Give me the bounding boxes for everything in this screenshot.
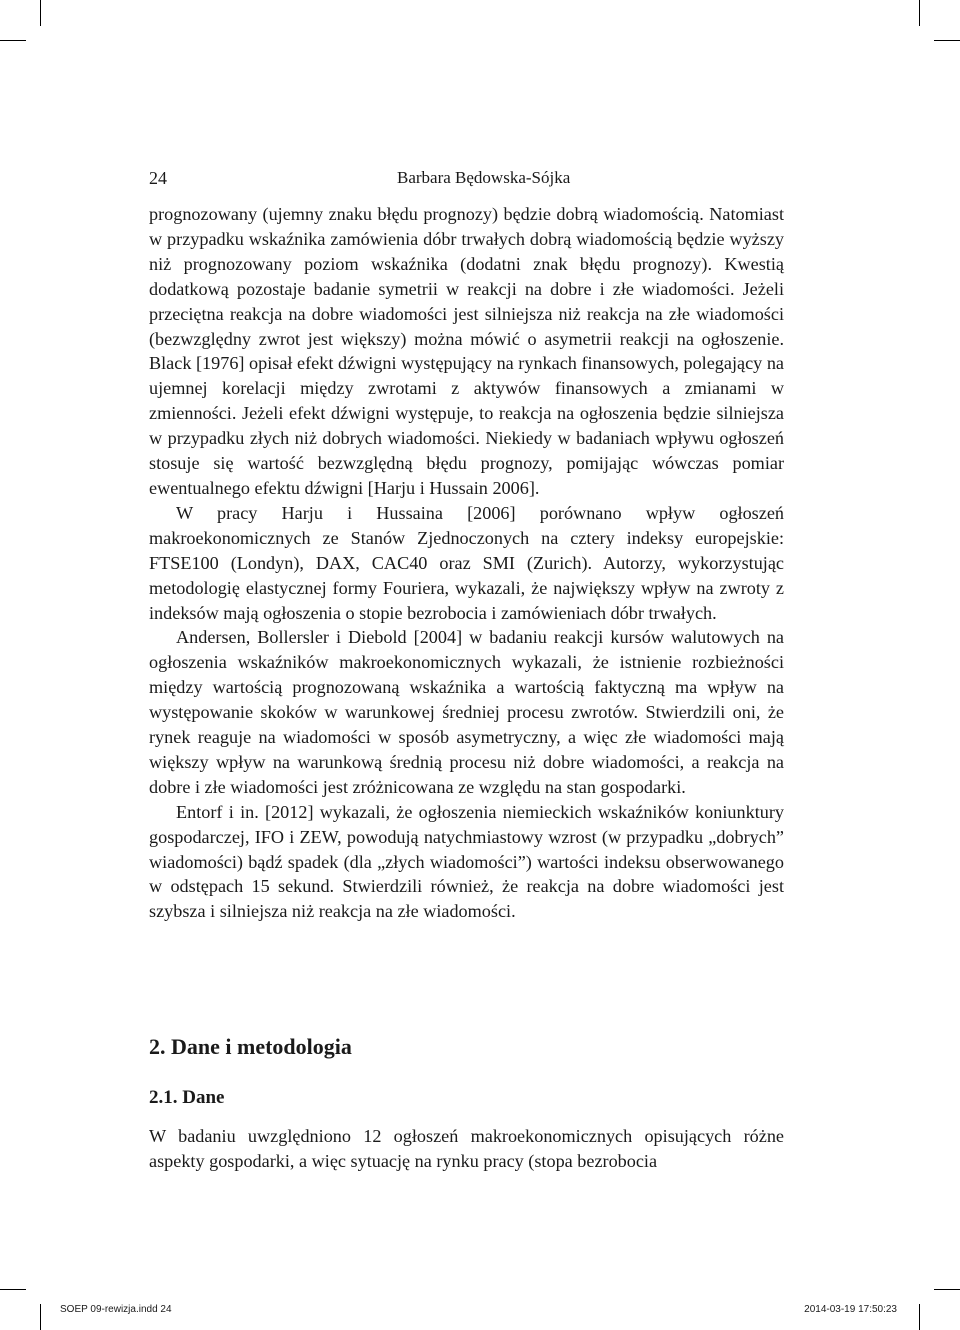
- crop-mark: [0, 40, 26, 41]
- running-head-author: Barbara Będowska-Sójka: [397, 168, 571, 187]
- crop-mark: [0, 1289, 26, 1290]
- crop-mark: [934, 1289, 960, 1290]
- print-timestamp: 2014-03-19 17:50:23: [804, 1304, 897, 1315]
- paragraph: prognozowany (ujemny znaku błędu prognozy) będzie dobrą wiadomością. Natomiast w przypadku wskaźnika zamówienia dóbr trwałych dobrą wiadomością będzie wyższy niż prognozowany poziom wskaźnika (dodatni znak błędu prognozy). Kwestią dodatkową pozostaje badanie symetrii w reakcji na dobre i złe wiadomości. Jeżeli przeciętna reakcja na dobre wiadomości jest silniejsza niż reakcja na złe wiadomości (bezwzględny zwrot jest większy) można mówić o asymetrii reakcji na ogłoszenie. Black [1976] opisał efekt dźwigni występujący na rynkach finansowych, polegający na ujemnej korelacji między zwrotami z aktywów finansowych a zmianami w zmienności. Jeżeli efekt dźwigni występuje, to reakcja na ogłoszenia będzie silniejsza w przypadku złych niż dobrych wiadomości. Niekiedy w badaniach wpływu ogłoszeń stosuje się wartość bezwzględną błędu prognozy, pomijając wówczas pomiar ewentualnego efektu dźwigni [Harju i Hussain 2006].: [149, 204, 784, 498]
- crop-mark: [40, 0, 41, 26]
- crop-mark: [919, 0, 920, 26]
- paragraph: W pracy Harju i Hussaina [2006] porównano wpływ ogłoszeń makroekonomicznych ze Stanów Zjednoczonych na cztery indeksy europejskie: FTSE100 (Londyn), DAX, CAC40 oraz SMI (Zurich). Autorzy, wykorzystując metodologię elastycznej formy Fouriera, wykazali, że największy wpływ na zwroty z indeksów mają ogłoszenia o stopie bezrobocia i zamówieniach dóbr trwałych.: [149, 502, 784, 623]
- body-text: [149, 202, 784, 924]
- paragraph: Andersen, Bollersler i Diebold [2004] w badaniu reakcji kursów walutowych na ogłoszenia wskaźników makroekonomicznych wykazali, że istnienie rozbieżności między wartością prognozowaną wskaźnika a wartością faktyczną ma wpływ na występowanie skoków w warunkowej średniej procesu zwrotów. Stwierdzili oni, że rynek reaguje na wiadomości w sposób asymetryczny, a więc złe wiadomości mają większy wpływ na warunkową średnią procesu niż dobre wiadomości, a reakcja na dobre i złe wiadomości jest zróżnicowana ze względu na stan gospodarki.: [149, 627, 784, 797]
- section-heading: 2. Dane i metodologia: [149, 1034, 352, 1059]
- crop-mark: [40, 1304, 41, 1330]
- paragraph: Entorf i in. [2012] wykazali, że ogłoszenia niemieckich wskaźników koniunktury gospodarczej, IFO i ZEW, powodują natychmiastowy wzrost (w przypadku „dobrych” wiadomości) bądź spadek (dla „złych wiadomości”) wartości indeksu obserwowanego w odstępach 15 sekund. Stwierdzili również, że reakcja na dobre wiadomości jest szybsza i silniejsza niż reakcja na złe wiadomości.: [149, 801, 784, 922]
- crop-mark: [934, 40, 960, 41]
- subsection-heading: 2.1. Dane: [149, 1087, 225, 1108]
- file-slug: SOEP 09-rewizja.indd 24: [60, 1304, 172, 1315]
- paragraph: W badaniu uwzględniono 12 ogłoszeń makroekonomicznych opisujących różne aspekty gospodarki, a więc sytuację na rynku pracy (stopa bezrobocia: [149, 1126, 784, 1171]
- page-number: 24: [149, 168, 167, 188]
- subsection-body: [149, 1124, 784, 1174]
- crop-mark: [919, 1304, 920, 1330]
- running-header: [149, 166, 784, 190]
